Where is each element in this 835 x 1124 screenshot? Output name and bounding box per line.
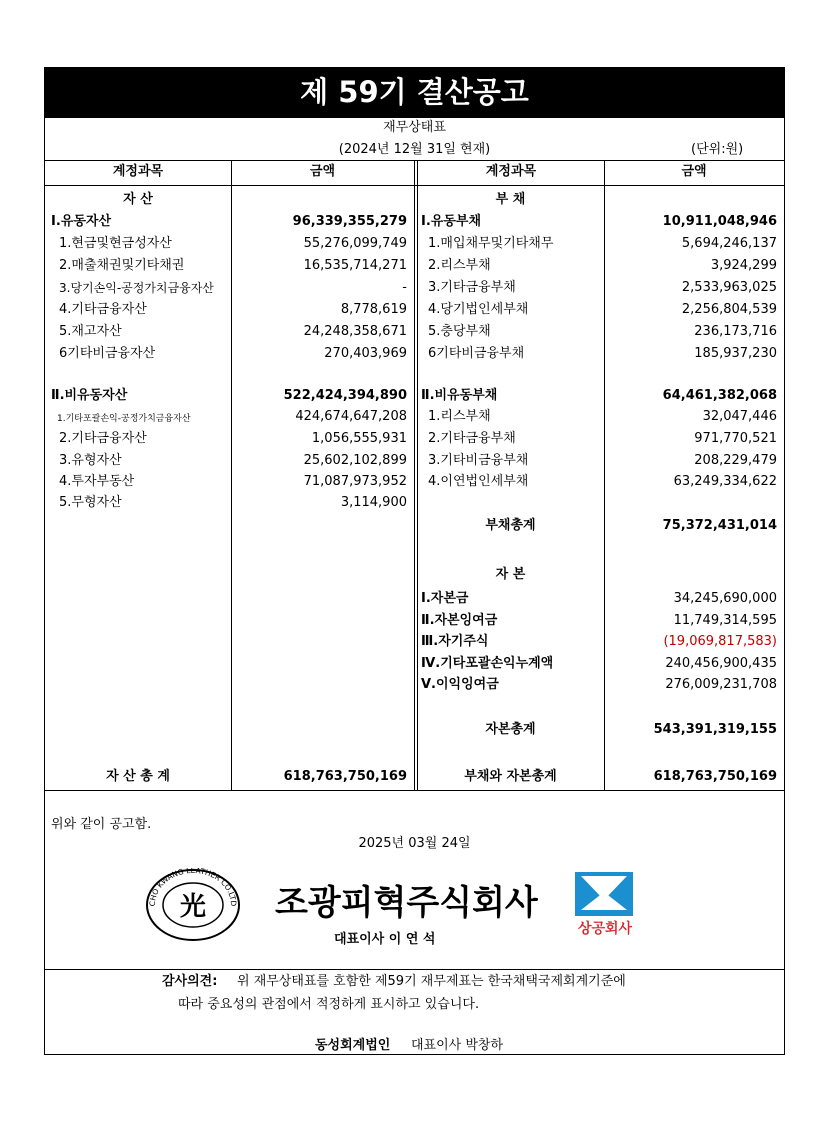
liability-item-value: 2,256,804,539 [681,302,777,317]
noncurrent-liabilities-value: 64,461,382,068 [662,388,777,403]
liability-item-label: 2.리스부채 [428,258,491,273]
grand-total-value: 618,763,750,169 [653,769,777,784]
asset-item-label: 1.현금및현금성자산 [59,236,172,251]
asset-item-value: 1,056,555,931 [311,431,407,446]
asset-item-value: 16,535,714,271 [303,258,407,273]
auditor-ceo: 대표이사 박창하 [411,1038,504,1053]
assets-total-value: 618,763,750,169 [283,769,407,784]
seal-glyph: 光 [179,892,207,922]
asset-item-value: 25,602,102,899 [303,453,407,468]
company-name: 조광피혁주식회사 [275,883,538,923]
grand-total-label: 부채와 자본총계 [464,769,557,784]
notice-date: 2025년 03월 24일 [358,836,471,851]
unit-label: (단위:원) [691,142,744,157]
liability-item-label: 4.당기법인세부채 [428,302,529,317]
equity-item-label: Ⅴ.이익잉여금 [421,677,499,692]
notice-text: 위와 같이 공고함. [51,817,152,832]
liabilities-heading: 부 채 [495,192,526,207]
current-liabilities-value: 10,911,048,946 [662,214,777,229]
asset-item-value: 55,276,099,749 [303,236,407,251]
liability-item-value: 3,924,299 [710,258,777,273]
noncurrent-assets-label: Ⅱ.비유동자산 [51,388,128,403]
statement-date: (2024년 12월 31일 현재) [338,142,491,157]
asset-item-label: 6기타비금융자산 [59,346,156,361]
liability-item-value: 63,249,334,622 [673,474,777,489]
noncurrent-assets-value: 522,424,394,890 [283,388,407,403]
header-account-right: 계정과목 [485,164,537,179]
audit-opinion-line2: 따라 중요성의 관점에서 적정하게 표시하고 있습니다. [178,997,480,1012]
page-title: 제 59기 결산공고 [45,68,784,118]
asset-item-label: 4.투자부동산 [59,474,135,489]
audit-top-rule [45,969,784,970]
company-seal-icon [145,868,241,942]
liability-item-label: 6기타비금융부채 [428,346,525,361]
company-logo-icon [567,870,643,940]
liability-item-label: 3.기타금융부채 [428,280,516,295]
ceo-line: 대표이사 이 연 석 [334,932,436,947]
equity-item-label: Ⅰ.자본금 [421,591,469,606]
asset-item-value: 424,674,647,208 [295,409,407,424]
svg-text:CHO KWANG LEATHER CO.LTD: CHO KWANG LEATHER CO.LTD [147,868,239,907]
current-assets-label: Ⅰ.유동자산 [51,214,112,229]
asset-item-value: 24,248,358,671 [303,324,407,339]
asset-item-value: - [402,280,407,295]
statement-title: 재무상태표 [383,120,446,135]
table-bottom-rule [45,790,784,791]
current-liabilities-label: Ⅰ.유동부채 [421,214,482,229]
asset-item-value: 71,087,973,952 [303,474,407,489]
auditor-name: 동성회계법인 [315,1038,391,1053]
equity-item-value: 34,245,690,000 [673,591,777,606]
header-account-left: 계정과목 [112,164,164,179]
liability-item-label: 2.기타금융부채 [428,431,516,446]
liability-item-label: 3.기타비금융부채 [428,453,529,468]
equity-item-label: Ⅲ.자기주식 [421,634,489,649]
liability-item-value: 5,694,246,137 [681,236,777,251]
equity-item-label: Ⅳ.기타포괄손익누계액 [421,656,554,671]
equity-total-value: 543,391,319,155 [653,722,777,737]
logo-text: 상공회사 [577,921,633,937]
liability-item-value: 208,229,479 [694,453,777,468]
liability-item-label: 1.리스부채 [428,409,491,424]
liability-item-value: 2,533,963,025 [681,280,777,295]
equity-item-value: 11,749,314,595 [673,613,777,628]
liabilities-total-label: 부채총계 [485,518,536,533]
assets-total-label: 자 산 총 계 [106,769,170,784]
treasury-stock-value: (19,069,817,583) [663,634,777,649]
liability-item-value: 236,173,716 [694,324,777,339]
liability-item-label: 4.이연법인세부채 [428,474,529,489]
audit-label: 감사의견: [162,974,218,989]
grid-line [417,160,418,790]
audit-opinion-line1: 위 재무상태표를 호함한 제59기 재무제표는 한국채택국제회계기준에 [237,974,626,989]
asset-item-label: 2.매출채권및기타채권 [59,258,185,273]
equity-item-label: Ⅱ.자본잉여금 [421,613,498,628]
equity-heading: 자 본 [495,567,526,582]
asset-item-label: 3.당기손익-공정가치금융자산 [59,281,214,295]
asset-item-label: 5.무형자산 [59,495,122,510]
liability-item-value: 32,047,446 [702,409,777,424]
liability-item-label: 1.매입채무및기타채무 [428,236,554,251]
equity-item-value: 240,456,900,435 [665,656,777,671]
liability-item-value: 185,937,230 [694,346,777,361]
asset-item-value: 3,114,900 [340,495,407,510]
asset-item-label: 5.재고자산 [59,324,122,339]
asset-item-value: 8,778,619 [340,302,407,317]
asset-item-label: 1.기타포괄손익-공정가치금융자산 [57,414,191,424]
equity-item-value: 276,009,231,708 [665,677,777,692]
liabilities-total-value: 75,372,431,014 [662,518,777,533]
grid-line [414,160,415,790]
asset-item-value: 270,403,969 [324,346,407,361]
current-assets-value: 96,339,355,279 [292,214,407,229]
header-amount-left: 금액 [309,164,336,179]
asset-item-label: 4.기타금융자산 [59,302,147,317]
header-amount-right: 금액 [681,164,707,179]
liability-item-value: 971,770,521 [694,431,777,446]
equity-total-label: 자본총계 [485,722,536,737]
assets-heading: 자 산 [123,192,153,207]
noncurrent-liabilities-label: Ⅱ.비유동부채 [421,388,498,403]
liability-item-label: 5.충당부채 [428,324,491,339]
asset-item-label: 2.기타금융자산 [59,431,147,446]
notice-frame [44,67,785,1055]
asset-item-label: 3.유형자산 [59,453,122,468]
